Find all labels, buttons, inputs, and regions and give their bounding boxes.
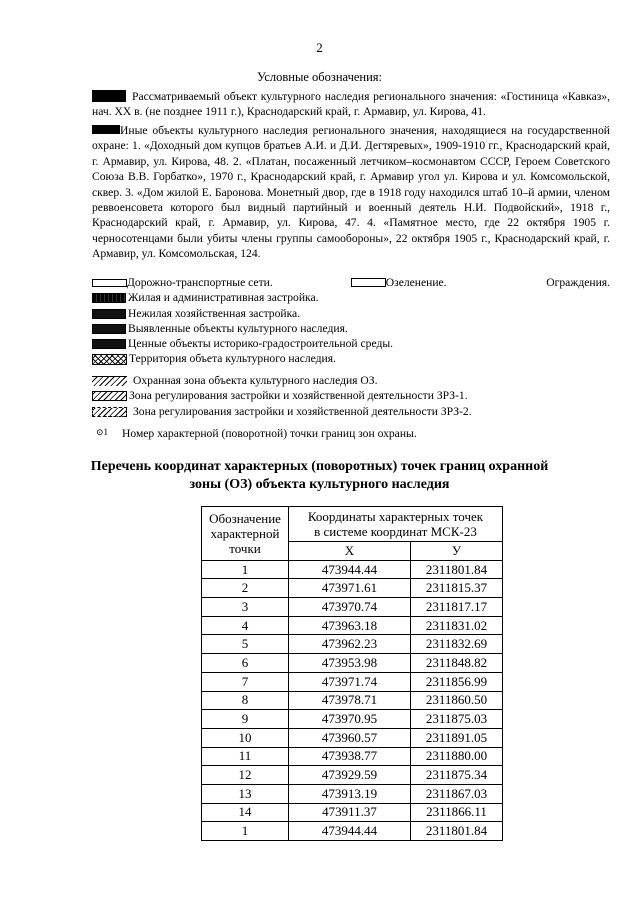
table-row xyxy=(202,803,503,822)
y-cell: 2311831.02 xyxy=(411,616,503,635)
point-cell: 8 xyxy=(202,691,289,710)
point-cell: 9 xyxy=(202,710,289,729)
zrz1-swatch-icon xyxy=(92,391,127,401)
coordinates-heading-line2: зоны (ОЗ) объекта культурного наследия xyxy=(189,477,450,492)
x-cell: 473913.19 xyxy=(289,784,411,803)
header-x: X xyxy=(289,542,411,561)
header-coordinates-line2: в системе координат МСК-23 xyxy=(314,524,477,539)
other-objects-text: Иные объекты культурного наследия регионального значения, находящиеся на государственной охране: 1. «Доходный дом купцов братьев А.И. и Д.И. Дегтяревых», 1909-1910 гг., Краснодарский край, г. Армавир, ул. Кирова, 48. 2. «Платан, посаженный летчиком–космонавтом СССР, Героем Советского Союза В.В. Горбатко», 1970 г., Краснодарский край, г. Армавир угол ул. Кирова и ул. Комсомольской, сквер. 3. «Дом жилой Е. Баронова. Монетный двор, где в 1918 году находился штаб 10–й армии, членом реввоенсовета которого был видный партийный и военный деятель Н.И. Подвойский», 1918 г., Краснодарский край, г. Армавир, ул. Кирова, 47. 4. «Памятное место, где 22 октября 1905 г. черносотенцами были убиты члены группы самообороны», 22 октября 1905 г., Краснодарский край, г. Армавир, ул. Комсомольская, 124. xyxy=(92,124,610,261)
y-cell: 2311848.82 xyxy=(411,654,503,673)
table-row xyxy=(202,822,503,841)
header-point-designation xyxy=(202,507,289,561)
y-cell: 2311867.03 xyxy=(411,784,503,803)
table-row xyxy=(202,579,503,598)
x-cell: 473911.37 xyxy=(289,803,411,822)
zrz2-swatch-icon xyxy=(92,407,127,417)
y-cell: 2311866.11 xyxy=(411,803,503,822)
zrz2-label: Зона регулирования застройки и хозяйственной деятельности ЗРЗ-2. xyxy=(133,405,472,418)
x-cell: 473962.23 xyxy=(289,635,411,654)
y-cell: 2311875.34 xyxy=(411,766,503,785)
nonresidential-label: Нежилая хозяйственная застройка. xyxy=(128,307,301,320)
y-cell: 2311815.37 xyxy=(411,579,503,598)
zrz1-label: Зона регулирования застройки и хозяйственной деятельности ЗРЗ-1. xyxy=(129,389,468,402)
legend-item-territory xyxy=(92,352,336,366)
x-cell: 473971.74 xyxy=(289,672,411,691)
legend-item-valuable-objects xyxy=(92,337,393,351)
legend-item-nonresidential xyxy=(92,307,300,321)
table-row xyxy=(202,654,503,673)
point-cell: 1 xyxy=(202,822,289,841)
table-row xyxy=(202,672,503,691)
point-cell: 1 xyxy=(202,560,289,579)
y-cell: 2311832.69 xyxy=(411,635,503,654)
greenery-label: Озеленение. xyxy=(385,276,447,289)
table-row xyxy=(202,784,503,803)
nonresidential-swatch-icon xyxy=(92,309,126,319)
valuable-objects-swatch-icon xyxy=(92,339,126,349)
x-cell: 473960.57 xyxy=(289,728,411,747)
x-cell: 473963.18 xyxy=(289,616,411,635)
table-row xyxy=(202,766,503,785)
y-cell: 2311860.50 xyxy=(411,691,503,710)
page-number: 2 xyxy=(316,40,323,55)
x-cell: 473970.95 xyxy=(289,710,411,729)
roads-label: Дорожно-транспортные сети. xyxy=(127,276,273,289)
x-cell: 473944.44 xyxy=(289,560,411,579)
y-cell: 2311880.00 xyxy=(411,747,503,766)
other-objects-swatch-icon xyxy=(92,125,120,134)
residential-swatch-icon xyxy=(92,293,126,303)
point-cell: 13 xyxy=(202,784,289,803)
x-cell: 473971.61 xyxy=(289,579,411,598)
x-cell: 473978.71 xyxy=(289,691,411,710)
point-number-label: Номер характерной (поворотной) точки границ зон охраны. xyxy=(122,427,417,440)
table-row xyxy=(202,691,503,710)
coordinates-table xyxy=(201,506,503,841)
table-row xyxy=(202,747,503,766)
y-cell: 2311801.84 xyxy=(411,560,503,579)
legend-item-identified-objects xyxy=(92,322,348,336)
x-cell: 473944.44 xyxy=(289,822,411,841)
valuable-objects-label: Ценные объекты историко-градостроительной среды. xyxy=(128,337,394,350)
legend-item-residential xyxy=(92,291,319,305)
legend-row-roads-greenery-fences xyxy=(92,276,610,289)
point-cell: 12 xyxy=(202,766,289,785)
greenery-swatch-icon xyxy=(351,278,386,287)
point-cell: 4 xyxy=(202,616,289,635)
point-cell: 10 xyxy=(202,728,289,747)
x-cell: 473938.77 xyxy=(289,747,411,766)
legend-item-zrz2 xyxy=(92,405,472,419)
point-marker-icon: ⊙1 xyxy=(96,427,109,437)
roads-swatch-icon xyxy=(92,279,127,287)
point-cell: 11 xyxy=(202,747,289,766)
protection-zone-label: Охранная зона объекта культурного наследия ОЗ. xyxy=(133,374,378,387)
point-cell: 7 xyxy=(202,672,289,691)
point-cell: 3 xyxy=(202,598,289,617)
point-cell: 5 xyxy=(202,635,289,654)
y-cell: 2311891.05 xyxy=(411,728,503,747)
legend-title: Условные обозначения: xyxy=(256,70,383,84)
legend-item-greenery xyxy=(351,276,447,289)
header-coordinates xyxy=(289,507,503,542)
table-row xyxy=(202,598,503,617)
point-cell: 2 xyxy=(202,579,289,598)
fences-label: Ограждения. xyxy=(546,276,610,289)
y-cell: 2311856.99 xyxy=(411,672,503,691)
header-point-line1: Обозначение xyxy=(209,510,281,526)
x-cell: 473970.74 xyxy=(289,598,411,617)
coordinates-heading xyxy=(0,458,639,494)
table-row xyxy=(202,560,503,579)
y-cell: 2311801.84 xyxy=(411,822,503,841)
table-row xyxy=(202,635,503,654)
x-cell: 473953.98 xyxy=(289,654,411,673)
identified-objects-label: Выявленные объекты культурного наследия. xyxy=(128,322,348,335)
considered-object-text: Рассматриваемый объект культурного наследия регионального значения: «Гостиница «Кавказ», нач. XX в. (не позднее 1911 г.), Краснодарский край, г. Армавир, ул. Кирова, 41. xyxy=(92,90,610,119)
table-row xyxy=(202,616,503,635)
coordinates-table-body xyxy=(202,560,503,840)
point-cell: 14 xyxy=(202,803,289,822)
y-cell: 2311817.17 xyxy=(411,598,503,617)
y-cell: 2311875.03 xyxy=(411,710,503,729)
identified-objects-swatch-icon xyxy=(92,324,126,334)
header-point-line3: точки xyxy=(229,540,261,556)
territory-label: Территория объета культурного наследия. xyxy=(129,352,336,365)
protection-zone-swatch-icon xyxy=(92,376,127,386)
table-row xyxy=(202,728,503,747)
territory-swatch-icon xyxy=(92,354,127,365)
header-point-line2: характерной xyxy=(210,525,280,541)
legend-item-zrz1 xyxy=(92,389,468,403)
x-cell: 473929.59 xyxy=(289,766,411,785)
legend-item-roads xyxy=(92,276,273,289)
header-coordinates-line1: Координаты характерных точек xyxy=(307,509,484,524)
point-cell: 6 xyxy=(202,654,289,673)
legend-item-protection-zone xyxy=(92,374,377,388)
table-row xyxy=(202,710,503,729)
legend-item-considered-object xyxy=(92,89,610,120)
coordinates-heading-line1: Перечень координат характерных (поворотных) точек границ охранной xyxy=(90,459,549,474)
legend-item-point-number xyxy=(96,427,417,440)
legend-item-other-objects xyxy=(92,123,610,262)
residential-label: Жилая и административная застройка. xyxy=(128,291,319,304)
considered-object-swatch-icon xyxy=(92,90,126,102)
header-y: У xyxy=(411,542,503,561)
